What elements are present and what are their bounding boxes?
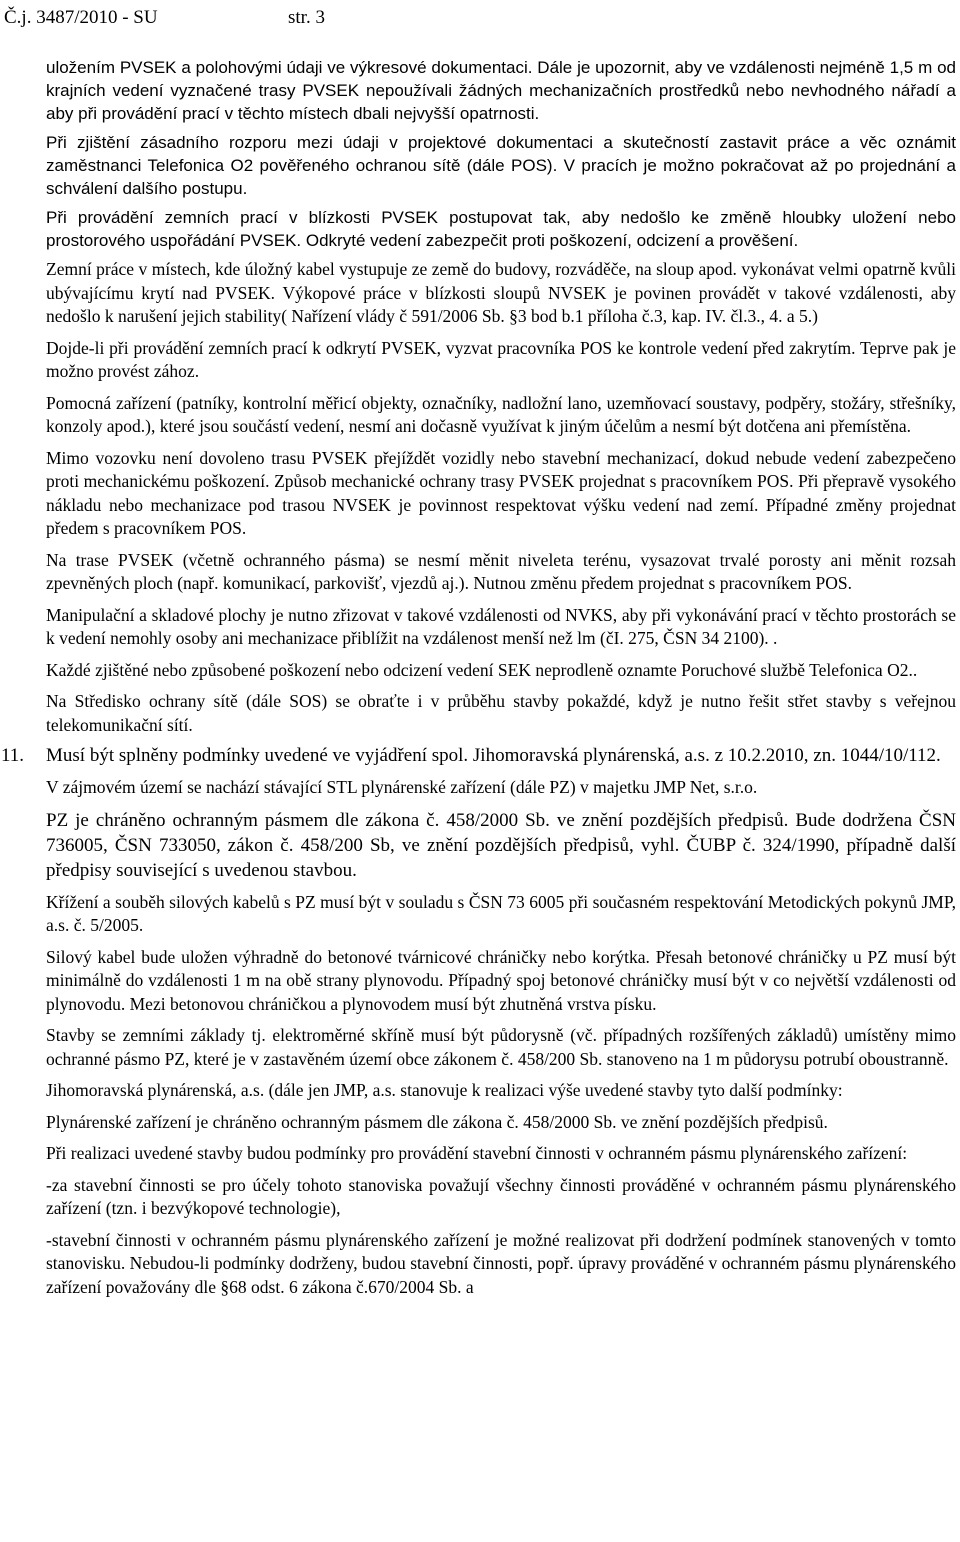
paragraph: Dojde-li při provádění zemních prací k odkrytí PVSEK, vyzvat pracovníka POS ke kontrole vedení před zakrytím. Teprve pak je možno provést zához. — [46, 337, 956, 381]
paragraph: Silový kabel bude uložen výhradně do betonové tvárnicové chráničky nebo korýtka. Přesah betonové chráničky u PZ musí být minimálně do vzdálenosti 1 m na obě strany plynovodu. Případný spoj betonové chráničky musí být v co největší vzdálenosti od plynovodu. Mezi betonovou chráničkou a plynovodem musí být zhutněná vrstva písku. — [46, 946, 956, 1014]
numbered-item-11 — [1, 743, 956, 768]
paragraph: Stavby se zemními základy tj. elektroměrné skříně musí být půdorysně (vč. případných rozšířených základů) umístěny mimo ochranné pásmo PZ, které je v zastavěném území obce zákonem č. 458/200 Sb. stanoveno na 1 m půdorysu potrubí oboustranně. — [46, 1025, 956, 1069]
paragraph: Plynárenské zařízení je chráněno ochranným pásmem dle zákona č. 458/2000 Sb. ve znění pozdějších předpisů. — [46, 1111, 828, 1132]
paragraph: Mimo vozovku není dovoleno trasu PVSEK přejíždět vozidly nebo stavební mechanizací, dokud nebude vedení zabezpečeno proti mechanickému poškození. Způsob mechanické ochrany trasy PVSEK projednat s pracovníkem POS. Při přepravě vysokého nákladu nebo mechanizace pod trasou NVSEK je povinnost respektovat výšku vedení nad zemí. Případné změny projednat předem s pracovníkem POS. — [46, 447, 956, 538]
paragraph: Při zjištění zásadního rozporu mezi údaji v projektové dokumentaci a skutečností zastavit práce a věc oznámit zaměstnanci Telefonica O2 pověřeného ochranou sítě (dále POS). V pracích je možno pokračovat až po projednání a schválení dalšího postupu. — [46, 133, 956, 198]
paragraph: Jihomoravská plynárenská, a.s. (dále jen JMP, a.s. stanovuje k realizaci výše uvedené stavby tyto další podmínky: — [46, 1080, 843, 1100]
document-body — [1, 56, 956, 1299]
paragraph: Při provádění zemních prací v blízkosti PVSEK postupovat tak, aby nedošlo ke změně hloubky uložení nebo prostorového uspořádání PVSEK. Odkryté vedení zabezpečit proti poškození, odcizení a prověšení. — [46, 208, 956, 250]
paragraph: -stavební činnosti v ochranném pásmu plynárenského zařízení je možné realizovat při dodržení podmínek stanovených v tomto stanovisku. Nebudou-li podmínky dodrženy, budou stavební činnosti, popř. úpravy prováděné v ochranném pásmu plynárenského zařízení považovány dle §68 odst. 6 zákona č.670/2004 Sb. a — [46, 1229, 956, 1297]
paragraph: Zemní práce v místech, kde úložný kabel vystupuje ze země do budovy, rozváděče, na sloup apod. vykonávat velmi opatrně kvůli ubývajícímu krytí nad PVSEK. Výkopové práce v blízkosti sloupů NVSEK je povinen provádět v takové vzdálenosti, aby nedošlo k narušení jejich stability( Nařízení vlády č 591/2006 Sb. §3 bod b.1 příloha č.3, kap. IV. čl.3., 4. a 5.) — [46, 259, 956, 326]
item-heading: Musí být splněny podmínky uvedené ve vyjádření spol. Jihomoravská plynárenská, a.s. z 10.2.2010, zn. 1044/10/112. — [46, 745, 941, 766]
paragraph: PZ je chráněno ochranným pásmem dle zákona č. 458/2000 Sb. ve znění pozdějších předpisů. Bude dodržena ČSN 736005, ČSN 733050, zákon č. 458/200 Sb, ve znění pozdějších předpisů, vyhl. ČUBP č. 324/1990, případně další předpisy související s uvedenou stavbou. — [46, 809, 956, 881]
paragraph: V zájmovém území se nachází stávající STL plynárenské zařízení (dále PZ) v majetku JMP Net, s.r.o. — [46, 777, 758, 797]
reference-number: Č.j. 3487/2010 - SU — [4, 7, 158, 28]
paragraph: Každé zjištěné nebo způsobené poškození nebo odcizení vedení SEK neprodleně oznamte Poruchové službě Telefonica O2.. — [46, 659, 918, 680]
paragraph: Na Středisko ochrany sítě (dále SOS) se obraťte i v průběhu stavby pokaždé, když je nutno řešit střet stavby s veřejnou telekomunikační sítí. — [46, 691, 956, 735]
paragraph: uložením PVSEK a polohovými údaji ve výkresové dokumentaci. Dále je upozornit, aby ve vzdálenosti nejméně 1,5 m od krajních vedení vyznačené trasy PVSEK nepoužívali žádných mechanizačních prostředků nebo nevhodného nářadí a aby při provádění prací v těchto místech dbali nejvyšší opatrnosti. — [46, 58, 956, 123]
paragraph: Manipulační a skladové plochy je nutno zřizovat v takové vzdálenosti od NVKS, aby při vykonávání prací v těchto prostorách se k vedení nemohly osoby ani mechanizace přiblížit na vzdálenost menší než lm (čI. 275, ČSN 34 2100). . — [46, 604, 956, 648]
paragraph: Pomocná zařízení (patníky, kontrolní měřicí objekty, označníky, nadložní lano, uzemňovací soustavy, podpěry, stožáry, střešníky, konzoly apod.), které jsou součástí vedení, nesmí ani dočasně využívat k jiným účelům a nesmí být dotčena ani přemístěna. — [46, 392, 956, 436]
paragraph: -za stavební činnosti se pro účely tohoto stanoviska považují všechny činnosti prováděné v ochranném pásmu plynárenského zařízení (tzn. i bezvýkopové technologie), — [46, 1174, 956, 1218]
page-number: str. 3 — [288, 7, 325, 28]
item-number: 11. — [1, 745, 25, 766]
page-header — [0, 4, 960, 32]
paragraph: Křížení a souběh silových kabelů s PZ musí být v souladu s ČSN 73 6005 při současném respektování Metodických pokynů JMP, a.s. č. 5/2005. — [46, 891, 956, 935]
paragraph: Při realizaci uvedené stavby budou podmínky pro provádění stavební činnosti v ochranném pásmu plynárenského zařízení: — [46, 1143, 908, 1163]
paragraph: Na trase PVSEK (včetně ochranného pásma) se nesmí měnit niveleta terénu, vysazovat trvalé porosty ani měnit rozsah zpevněných ploch (např. komunikací, parkovišť, vjezdů aj.). Nutnou změnu předem projednat s pracovníkem POS. — [46, 549, 956, 593]
